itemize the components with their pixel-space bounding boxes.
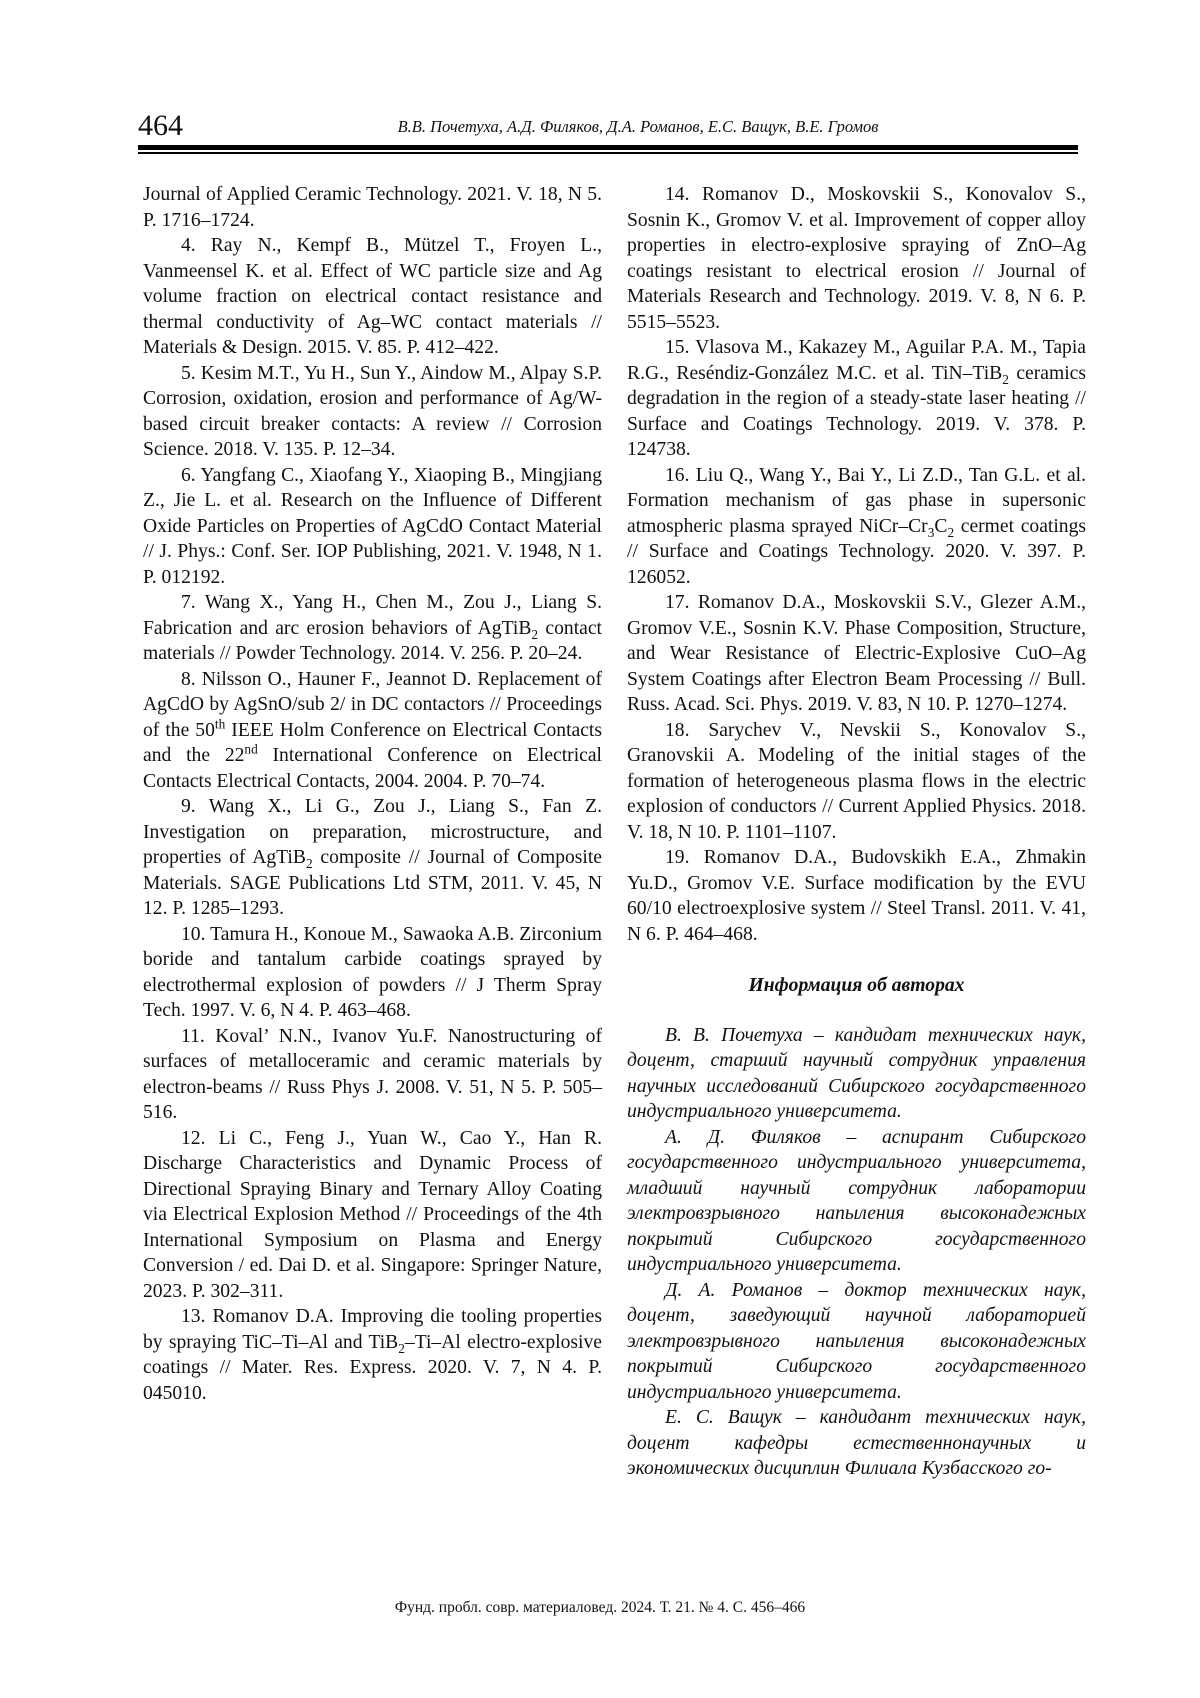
reference-9-text-end: composite // Journal of Composite Materials. SAGE Publications Ltd STM, 2011. V. 45, N 12. P. 1285–1293. xyxy=(143,847,602,919)
reference-8-text-mid: IEEE Holm Conference on Electrical Contacts and the 22 xyxy=(143,719,602,766)
subscript: 2 xyxy=(947,524,955,540)
reference-15-text-end: ceramics degradation in the region of a steady-state laser heating // Surface and Coatings Technology. 2019. V. 378. P. 124738. xyxy=(627,362,1086,460)
reference-15 xyxy=(627,335,1086,463)
reference-11: 11. Koval’ N.N., Ivanov Yu.F. Nanostructuring of surfaces of metalloceramic and ceramic materials by electron-beams // Russ Phys J. 2008. V. 51, N 5. P. 505–516. xyxy=(143,1025,602,1123)
author-info-filyakov: А. Д. Филяков – аспирант Сибирского государственного индустриального университета, младший научный сотрудник лаборатории электровзрывного напыления высоконадежных покрытий Сибирского государственного индустриального университета. xyxy=(627,1126,1086,1275)
reference-17: 17. Romanov D.A., Moskovskii S.V., Glezer A.M., Gromov V.E., Sosnin K.V. Phase Composition, Structure, and Wear Resistance of Electric-Explosive CuO–Ag System Coatings after Electron Beam Processing // Bull. Russ. Acad. Sci. Phys. 2019. V. 83, N 10. P. 1270–1274. xyxy=(627,592,1086,715)
reference-19: 19. Romanov D.A., Budovskikh E.A., Zhmakin Yu.D., Gromov V.E. Surface modification by the EVU 60/10 electroexplosive system // Steel Transl. 2011. V. 41, N 6. P. 464–468. xyxy=(627,847,1086,945)
header-rule-thin xyxy=(138,152,1078,154)
reference-9 xyxy=(143,794,602,922)
reference-16-text-mid: C xyxy=(934,515,948,537)
reference-7 xyxy=(143,590,602,667)
author-info-romanov: Д. А. Романов – доктор технических наук, доцент, заведующий научной лабораторией электровзрывного напыления высоконадежных покрытий Сибирского государственного индустриального университета. xyxy=(627,1279,1086,1403)
reference-16-text-end: cermet coatings // Surface and Coatings Technology. 2020. V. 397. P. 126052. xyxy=(627,515,1086,588)
superscript: nd xyxy=(244,741,258,757)
reference-18: 18. Sarychev V., Nevskii S., Konovalov S., Granovskii A. Modeling of the initial stages of the formation of heterogeneous plasma flows in the electric explosion of conductors // Current Applied Physics. 2018. V. 18, N 10. P. 1101–1107. xyxy=(627,719,1086,843)
reference-4: 4. Ray N., Kempf B., Mützel T., Froyen L., Vanmeensel K. et al. Effect of WC particle size and Ag volume fraction on electrical contact resistance and thermal conductivity of Ag–WC contact materials // Materials & Design. 2015. V. 85. P. 412–422. xyxy=(143,235,602,358)
header-rule-thick xyxy=(138,145,1078,150)
reference-7-text-end: contact materials // Powder Technology. 2014. V. 256. P. 20–24. xyxy=(143,617,602,664)
reference-8 xyxy=(143,667,602,795)
reference-continuation: Journal of Applied Ceramic Technology. 2021. V. 18, N 5. P. 1716–1724. xyxy=(143,184,602,231)
reference-16-text: 16. Liu Q., Wang Y., Bai Y., Li Z.D., Tan G.L. et al. Formation mechanism of gas phase in supersonic atmospheric plasma sprayed NiCr–Cr xyxy=(627,464,1086,537)
reference-8-text: 8. Nilsson O., Hauner F., Jeannot D. Replacement of AgCdO by AgSnO/sub 2/ in DC contactors // Proceedings of the 50 xyxy=(143,668,602,741)
author-info-vashchuk: Е. С. Ващук – кандидант технических наук, доцент кафедры естественнонаучных и экономических дисциплин Филиала Кузбасского го- xyxy=(627,1407,1086,1479)
reference-9-text: 9. Wang X., Li G., Zou J., Liang S., Fan Z. Investigation on preparation, microstructure, and properties of AgTiB xyxy=(143,796,602,868)
subscript: 3 xyxy=(927,524,935,540)
reference-13 xyxy=(143,1304,602,1406)
reference-8-text-end: International Conference on Electrical Contacts Electrical Contacts, 2004. 2004. P. 70–74. xyxy=(143,745,602,792)
right-column xyxy=(627,182,1086,1482)
page-footer-citation: Фунд. пробл. совр. материаловед. 2024. Т. 21. № 4. С. 456–466 xyxy=(394,1599,806,1616)
page-number: 464 xyxy=(138,109,183,142)
reference-13-text-end: –Ti–Al electro-explosive coatings // Mater. Res. Express. 2020. V. 7, N 4. P. 045010. xyxy=(143,1331,602,1404)
reference-13-text: 13. Romanov D.A. Improving die tooling properties by spraying TiC–Ti–Al and TiB xyxy=(143,1306,602,1353)
authors-section-title: Информация об авторах xyxy=(748,975,965,996)
subscript: 2 xyxy=(1002,371,1009,387)
reference-10: 10. Tamura H., Konoue M., Sawaoka A.B. Zirconium boride and tantalum carbide coatings sprayed by electrothermal explosion of powders // J Therm Spray Tech. 1997. V. 6, N 4. P. 463–468. xyxy=(143,923,602,1021)
subscript: 2 xyxy=(398,1340,405,1356)
reference-16 xyxy=(627,463,1086,591)
superscript: th xyxy=(214,715,226,731)
author-info-pochetukha: В. В. Почетуха – кандидат технических наук, доцент, старший научный сотрудник управления научных исследований Сибирского государственного индустриального университета. xyxy=(627,1024,1086,1122)
reference-6: 6. Yangfang C., Xiaofang Y., Xiaoping B., Mingjiang Z., Jie L. et al. Research on the Influence of Different Oxide Particles on Properties of AgCdO Contact Material // J. Phys.: Conf. Ser. IOP Publishing, 2021. V. 1948, N 1. P. 012192. xyxy=(143,464,602,588)
reference-14: 14. Romanov D., Moskovskii S., Konovalov S., Sosnin K., Gromov V. et al. Improvement of copper alloy properties in electro-explosive spraying of ZnO–Ag coatings resistant to electrical erosion // Journal of Materials Research and Technology. 2019. V. 8, N 6. P. 5515–5523. xyxy=(627,184,1086,333)
left-column xyxy=(143,182,602,1406)
reference-12: 12. Li C., Feng J., Yuan W., Cao Y., Han R. Discharge Characteristics and Dynamic Process of Directional Spraying Binary and Ternary Alloy Coating via Electrical Explosion Method // Proceedings of the 4th International Symposium on Plasma and Energy Conversion / ed. Dai D. et al. Singapore: Springer Nature, 2023. P. 302–311. xyxy=(143,1127,602,1302)
subscript: 2 xyxy=(305,855,313,871)
subscript: 2 xyxy=(531,626,539,642)
reference-15-text: 15. Vlasova M., Kakazey M., Aguilar P.A. M., Tapia R.G., Reséndiz-González M.C. et al. TiN–TiB xyxy=(627,337,1086,384)
reference-7-text: 7. Wang X., Yang H., Chen M., Zou J., Liang S. Fabrication and arc erosion behaviors of AgTiB xyxy=(143,592,602,639)
page-header xyxy=(138,108,1078,144)
reference-5: 5. Kesim M.T., Yu H., Sun Y., Aindow M., Alpay S.P. Corrosion, oxidation, erosion and performance of Ag/W-based circuit breaker contacts: A review // Corrosion Science. 2018. V. 135. P. 12–34. xyxy=(143,362,602,460)
running-head-authors: В.В. Почетуха, А.Д. Филяков, Д.А. Романов, Е.С. Ващук, В.Е. Громов xyxy=(397,117,879,136)
